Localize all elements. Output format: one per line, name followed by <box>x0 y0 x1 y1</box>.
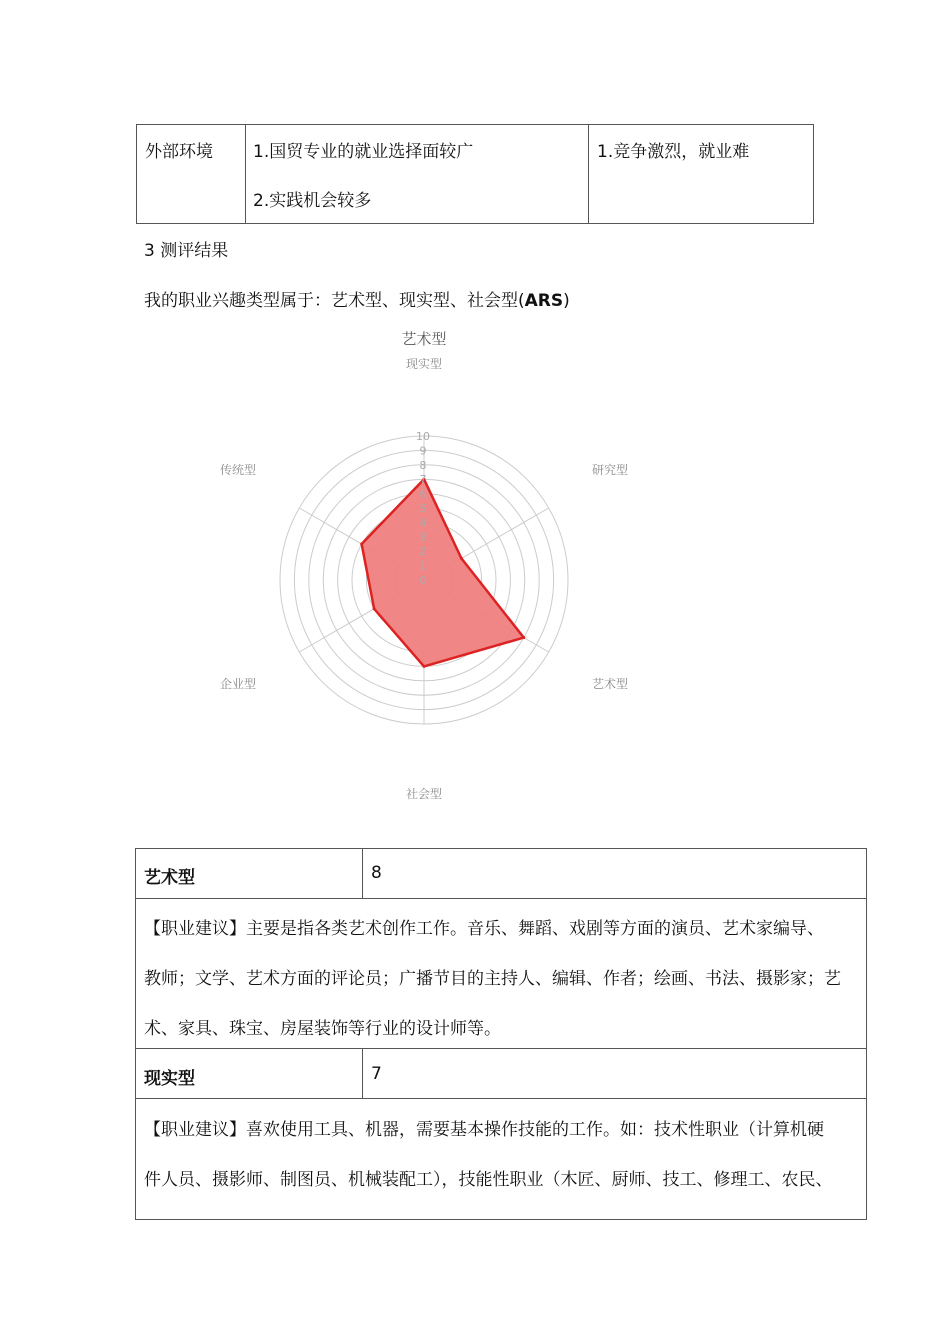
opportunities-cell <box>245 125 589 223</box>
radar-data-point <box>423 665 426 668</box>
radar-tick-label: 0 <box>419 574 427 587</box>
row-divider <box>136 1048 866 1049</box>
environment-label: 外部环境 <box>145 142 213 162</box>
threats-cell <box>589 125 813 223</box>
result-suffix: ) <box>563 291 570 311</box>
radar-tick-label: 10 <box>416 430 430 443</box>
radar-tick-label: 5 <box>419 502 427 515</box>
advice-line: 件人员、摄影师、制图员、机械装配工），技能性职业（木匠、厨师、技工、修理工、农民、 <box>144 1170 833 1190</box>
radar-tick-label: 7 <box>419 473 427 487</box>
radar-data-point <box>522 636 525 639</box>
chart-title: 艺术型 <box>401 330 447 348</box>
results-table <box>135 848 867 1220</box>
radar-axis-label: 研究型 <box>591 463 629 477</box>
radar-data-point <box>460 557 463 560</box>
environment-label-cell <box>137 125 246 223</box>
threat-item: 1.竞争激烈，就业难 <box>597 142 750 162</box>
radar-tick-label: 3 <box>419 530 427 544</box>
column-divider <box>362 849 363 898</box>
result-line <box>144 290 570 312</box>
row-divider <box>136 1098 866 1099</box>
result-prefix: 我的职业兴趣类型属于：艺术型、现实型、社会型( <box>144 291 525 311</box>
type-score: 7 <box>371 1064 382 1084</box>
radar-tick-label: 9 <box>419 444 427 458</box>
radar-axis-label: 艺术型 <box>591 677 629 691</box>
radar-tick-label: 2 <box>419 545 427 559</box>
column-divider <box>362 1048 363 1098</box>
advice-line: 教师；文学、艺术方面的评论员；广播节目的主持人、编辑、作者；绘画、书法、摄影家；艺 <box>144 969 841 989</box>
opportunity-item: 1.国贸专业的就业选择面较广 <box>253 142 474 162</box>
advice-line: 术、家具、珠宝、房屋装饰等行业的设计师等。 <box>144 1019 501 1039</box>
radar-tick-label: 6 <box>419 487 427 501</box>
interest-radar-chart <box>180 318 670 818</box>
radar-axis-label: 传统型 <box>219 463 257 477</box>
radar-tick-label: 1 <box>419 559 427 573</box>
row-divider <box>136 898 866 899</box>
environment-table <box>136 124 814 224</box>
type-name: 艺术型 <box>144 868 195 888</box>
section-heading: 3 测评结果 <box>144 241 229 261</box>
radar-axis-label: 现实型 <box>405 357 443 371</box>
radar-tick-label: 8 <box>419 458 427 472</box>
result-code: ARS <box>524 291 564 311</box>
type-score: 8 <box>371 863 382 883</box>
radar-axis-label: 企业型 <box>219 677 257 691</box>
opportunity-item: 2.实践机会较多 <box>253 191 372 211</box>
radar-tick-label: 4 <box>419 516 427 530</box>
radar-series-area <box>362 479 524 666</box>
radar-axis-label: 社会型 <box>405 787 443 801</box>
advice-line: 【职业建议】喜欢使用工具、机器，需要基本操作技能的工作。如：技术性职业（计算机硬 <box>144 1120 824 1140</box>
type-name: 现实型 <box>144 1069 195 1089</box>
advice-line: 【职业建议】主要是指各类艺术创作工作。音乐、舞蹈、戏剧等方面的演员、艺术家编导、 <box>144 919 824 939</box>
radar-data-point <box>360 543 363 546</box>
radar-data-point <box>373 607 376 610</box>
